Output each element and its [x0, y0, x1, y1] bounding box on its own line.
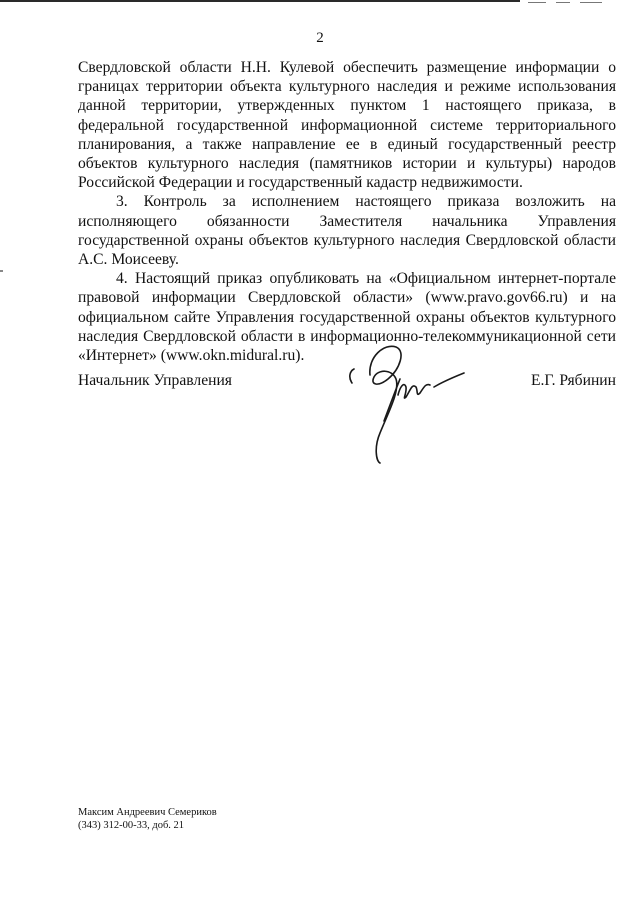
signatory-position: Начальник Управления: [78, 372, 232, 389]
scan-dash: [556, 2, 570, 3]
paragraph-item-4: 4. Настоящий приказ опубликовать на «Официальном интернет-портале правовой информации Свердловской области» (www.pravo.gov66.ru) и на официальном сайте Управления государственной охраны объектов культурного наследия Свердловской области в информационно-телекоммуникационной сети «Интернет» (www.okn.midural.ru).: [78, 270, 616, 365]
paragraph-continuation: Свердловской области Н.Н. Кулевой обеспечить размещение информации о границах территории объекта культурного наследия и режиме использования данной территории, утвержденных пунктом 1 настоящего приказа, в федеральной государственной информационной системе территориального планирования, а также направление ее в единый государственный реестр объектов культурного наследия (памятников истории и культуры) народов Российской Федерации и государственный кадастр недвижимости.: [78, 59, 616, 192]
executor-info: [78, 806, 217, 832]
executor-phone: (343) 312-00-33, доб. 21: [78, 820, 185, 831]
executor-name: Максим Андреевич Семериков: [78, 807, 217, 818]
paragraph-item-3: 3. Контроль за исполнением настоящего приказа возложить на исполняющего обязанности Заместителя начальника Управления государственной охраны объектов культурного наследия Свердловской области А.С. Моисееву.: [78, 193, 616, 269]
scan-artifact: [0, 270, 3, 272]
signatory-name: Е.Г. Рябинин: [530, 372, 616, 389]
scan-dash: [580, 2, 602, 3]
document-body: [78, 58, 616, 365]
handwritten-signature: [340, 335, 470, 465]
page-number: 2: [316, 30, 324, 46]
scan-dash: [528, 2, 546, 3]
